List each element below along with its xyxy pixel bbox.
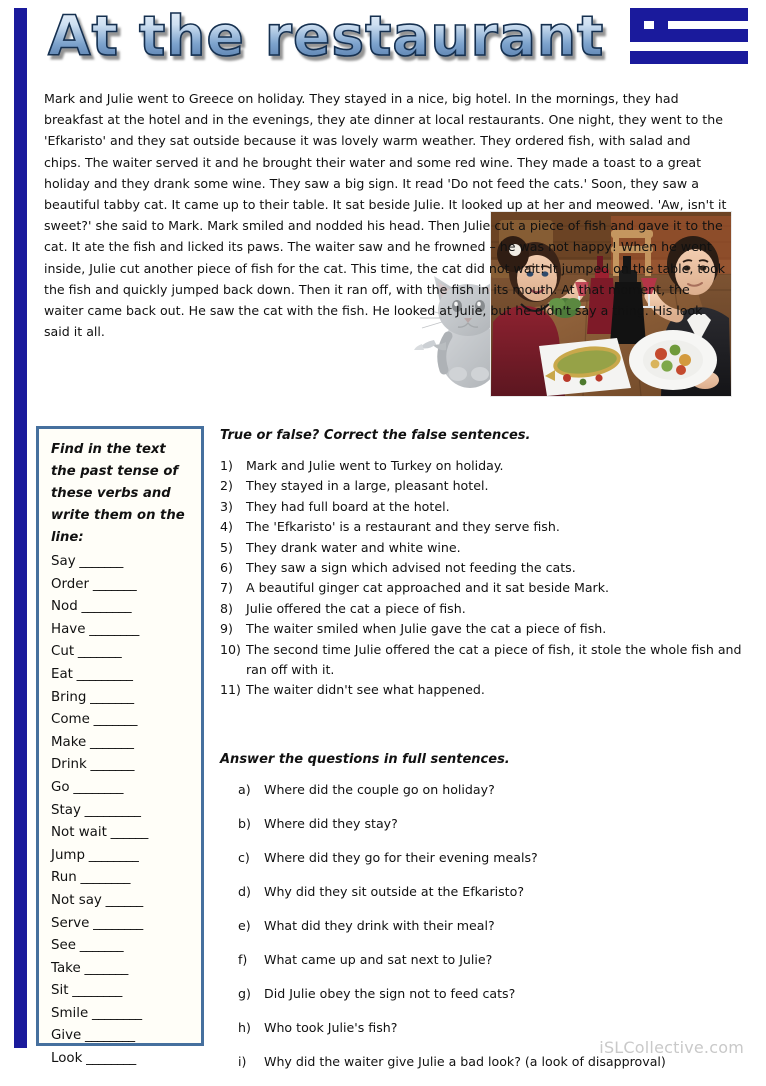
true-false-section	[220, 428, 748, 701]
question-letter: f)	[238, 952, 248, 967]
verb-label: Smile	[51, 1005, 89, 1021]
verb-row[interactable]	[51, 913, 193, 936]
page-left-accent-bar	[14, 8, 27, 1048]
verb-answer-blank[interactable]: ______	[101, 892, 143, 908]
verb-answer-blank[interactable]: ________	[85, 621, 139, 637]
verb-answer-blank[interactable]: _______	[89, 576, 137, 592]
item-text: The waiter smiled when Julie gave the cat a piece of fish.	[246, 621, 607, 637]
verb-label: Give	[51, 1028, 82, 1044]
verb-answer-blank[interactable]: ________	[77, 599, 132, 615]
question-item[interactable]	[220, 848, 748, 868]
verb-row[interactable]	[51, 619, 193, 642]
question-letter: i)	[238, 1054, 247, 1069]
verb-label: Sit	[51, 983, 69, 999]
verb-label: See	[51, 938, 76, 954]
verb-answer-blank[interactable]: _________	[80, 802, 141, 818]
verb-answer-blank[interactable]: ________	[76, 870, 131, 886]
verb-label: Make	[51, 734, 87, 750]
verbs-exercise-box	[36, 426, 204, 1067]
verb-answer-blank[interactable]: ________	[88, 1005, 142, 1021]
question-letter: g)	[238, 986, 251, 1001]
verb-label: Not wait	[51, 825, 107, 841]
item-text: They stayed in a large, pleasant hotel.	[246, 478, 489, 494]
verb-row[interactable]	[51, 732, 193, 755]
verb-row[interactable]	[51, 822, 193, 845]
item-text: They had full board at the hotel.	[246, 498, 450, 514]
question-text: Who took Julie's fish?	[264, 1020, 398, 1035]
question-item[interactable]	[220, 814, 748, 834]
question-item[interactable]	[220, 780, 748, 800]
verbs-box-heading: Find in the text the past tense of these verbs and write them on the line:	[51, 442, 185, 545]
question-text: Where did they stay?	[264, 816, 398, 831]
question-letter: a)	[238, 782, 251, 797]
true-false-item[interactable]	[220, 599, 748, 619]
verb-label: Look	[51, 1051, 83, 1067]
question-text: Where did they go for their evening meals?	[264, 850, 538, 865]
item-number: 4)	[220, 519, 233, 535]
story-text	[44, 88, 728, 342]
true-false-item[interactable]	[220, 619, 748, 639]
true-false-item[interactable]	[220, 680, 748, 700]
questions-section	[220, 752, 748, 1086]
true-false-item[interactable]	[220, 476, 748, 496]
verb-answer-blank[interactable]: ________	[89, 915, 143, 931]
question-letter: h)	[238, 1020, 251, 1035]
verb-row[interactable]	[51, 641, 193, 664]
greek-flag-icon	[630, 8, 748, 64]
verb-label: Not say	[51, 892, 102, 908]
verb-label: Stay	[51, 802, 81, 818]
verb-row[interactable]	[51, 551, 193, 574]
verb-answer-blank[interactable]: _______	[75, 554, 123, 569]
item-number: 2)	[220, 478, 233, 494]
item-number: 9)	[220, 621, 233, 637]
verb-row[interactable]	[51, 958, 193, 981]
verb-row[interactable]	[51, 980, 193, 1003]
verb-row[interactable]	[51, 890, 193, 913]
item-text: Mark and Julie went to Turkey on holiday.	[246, 458, 504, 473]
verb-label: Say	[51, 554, 76, 569]
true-false-item[interactable]	[220, 578, 748, 598]
question-text: Where did the couple go on holiday?	[264, 782, 495, 797]
verb-answer-blank[interactable]: _______	[74, 644, 122, 660]
true-false-item[interactable]	[220, 640, 748, 681]
verb-answer-blank[interactable]: ________	[84, 847, 139, 863]
question-letter: b)	[238, 816, 251, 831]
verbs-list	[51, 551, 193, 1071]
verb-answer-blank[interactable]: _______	[89, 712, 137, 728]
verb-row[interactable]	[51, 845, 193, 868]
item-number: 1)	[220, 458, 233, 473]
item-text: Julie offered the cat a piece of fish.	[246, 600, 466, 616]
verb-answer-blank[interactable]: _______	[86, 689, 134, 705]
verb-row[interactable]	[51, 596, 193, 619]
question-letter: d)	[238, 884, 251, 899]
site-watermark: iSLCollective.com	[599, 1038, 744, 1057]
question-item[interactable]	[220, 916, 748, 936]
verb-label: Bring	[51, 689, 87, 705]
verb-answer-blank[interactable]: ______	[106, 825, 148, 841]
page-title: At the restaurant	[48, 4, 605, 68]
verb-row[interactable]	[51, 709, 193, 732]
verb-row[interactable]	[51, 754, 193, 777]
story-paragraph: Mark and Julie went to Greece on holiday. They stayed in a nice, big hotel. In the mornings, they had breakfast at the hotel and in the evenings, they ate dinner at local restaurants. One night, they went to the 'Efkaristo' and they sat outside because it was lovely warm weather. They ordered fish, with salad and chips. The waiter served it and he brought their water and some red wine. They made a toast to a great holiday and they drank some wine. They saw a big sign. It read 'Do not feed the cats.' Soon, they saw a beautiful tabby cat. It came up to their table. It sat beside Julie. It looked up at her and meowed. 'Aw, isn't it sweet?' she said to Mark. Mark smiled and nodded his head. Then Julie cut a piece of fish and gave it to the cat. It ate the fish and licked its paws. The waiter saw and he frowned – he was not happy! When he went inside, Julie cut another piece of fish for the cat. This time, the cat did not wait! It jumped on the table, took the fish and quickly jumped back down. Then it ran off, with the fish in its mouth. At that moment, the waiter came back out. He saw the cat with the fish. He looked at Julie, but he didn't say a thing. His look said it all.	[44, 91, 727, 340]
item-number: 11)	[220, 682, 241, 698]
question-text: Did Julie obey the sign not to feed cats?	[264, 986, 516, 1001]
true-false-heading: True or false? Correct the false sentences.	[220, 428, 531, 443]
verb-row[interactable]	[51, 574, 193, 597]
true-false-item[interactable]	[220, 456, 748, 476]
question-text: Why did they sit outside at the Efkaristo?	[264, 884, 525, 899]
item-number: 3)	[220, 498, 233, 514]
verb-label: Have	[51, 621, 86, 637]
question-item[interactable]	[220, 950, 748, 970]
item-number: 8)	[220, 600, 233, 616]
verb-row[interactable]	[51, 867, 193, 890]
verb-row[interactable]	[51, 687, 193, 710]
true-false-item[interactable]	[220, 497, 748, 517]
verb-answer-blank[interactable]: ________	[81, 1028, 135, 1044]
question-item[interactable]	[220, 984, 748, 1004]
question-text: What did they drink with their meal?	[264, 918, 495, 933]
verb-label: Jump	[51, 847, 85, 863]
verb-row[interactable]	[51, 800, 193, 823]
item-number: 5)	[220, 539, 233, 555]
item-number: 7)	[220, 580, 233, 596]
verb-row[interactable]	[51, 1025, 193, 1048]
question-letter: e)	[238, 918, 251, 933]
question-letter: c)	[238, 850, 250, 865]
item-text: They saw a sign which advised not feeding the cats.	[246, 560, 576, 576]
verb-row[interactable]	[51, 664, 193, 687]
verb-answer-blank[interactable]: ________	[69, 779, 123, 795]
verb-label: Nod	[51, 599, 78, 615]
verb-row[interactable]	[51, 1003, 193, 1026]
item-text: The second time Julie offered the cat a piece of fish, it stole the whole fish and ran off with it.	[246, 641, 742, 678]
verb-row[interactable]	[51, 777, 193, 800]
true-false-item[interactable]	[220, 538, 748, 558]
item-text: The waiter didn't see what happened.	[246, 682, 485, 698]
verb-answer-blank[interactable]: _______	[86, 734, 134, 750]
verb-answer-blank[interactable]: _________	[72, 666, 133, 682]
questions-heading: Answer the questions in full sentences.	[220, 752, 510, 767]
true-false-item[interactable]	[220, 517, 748, 537]
questions-list	[220, 780, 748, 1072]
verb-label: Order	[51, 576, 90, 592]
question-item[interactable]	[220, 1018, 748, 1038]
verb-label: Run	[51, 870, 77, 886]
question-text: What came up and sat next to Julie?	[264, 952, 493, 967]
question-item[interactable]	[220, 882, 748, 902]
verb-answer-blank[interactable]: _______	[80, 960, 128, 976]
verb-answer-blank[interactable]: ________	[82, 1051, 136, 1067]
verb-row[interactable]	[51, 1048, 193, 1071]
question-text: Why did the waiter give Julie a bad look? (a look of disapproval)	[264, 1054, 666, 1069]
verb-answer-blank[interactable]: _______	[75, 938, 124, 954]
item-text: A beautiful ginger cat approached and it sat beside Mark.	[246, 580, 610, 596]
verb-answer-blank[interactable]: ________	[68, 983, 122, 999]
item-number: 6)	[220, 560, 233, 576]
verb-label: Come	[51, 712, 90, 728]
verb-label: Go	[51, 779, 70, 795]
item-number: 10)	[220, 641, 241, 657]
true-false-list	[220, 456, 748, 701]
verb-row[interactable]	[51, 935, 193, 958]
verb-label: Eat	[51, 666, 73, 682]
item-text: The 'Efkaristo' is a restaurant and they serve fish.	[246, 519, 560, 535]
verb-label: Drink	[51, 757, 87, 773]
verb-label: Serve	[51, 915, 90, 931]
true-false-item[interactable]	[220, 558, 748, 578]
verb-label: Cut	[51, 644, 75, 660]
verb-label: Take	[51, 960, 81, 976]
verb-answer-blank[interactable]: _______	[86, 757, 134, 773]
item-text: They drank water and white wine.	[246, 539, 461, 555]
